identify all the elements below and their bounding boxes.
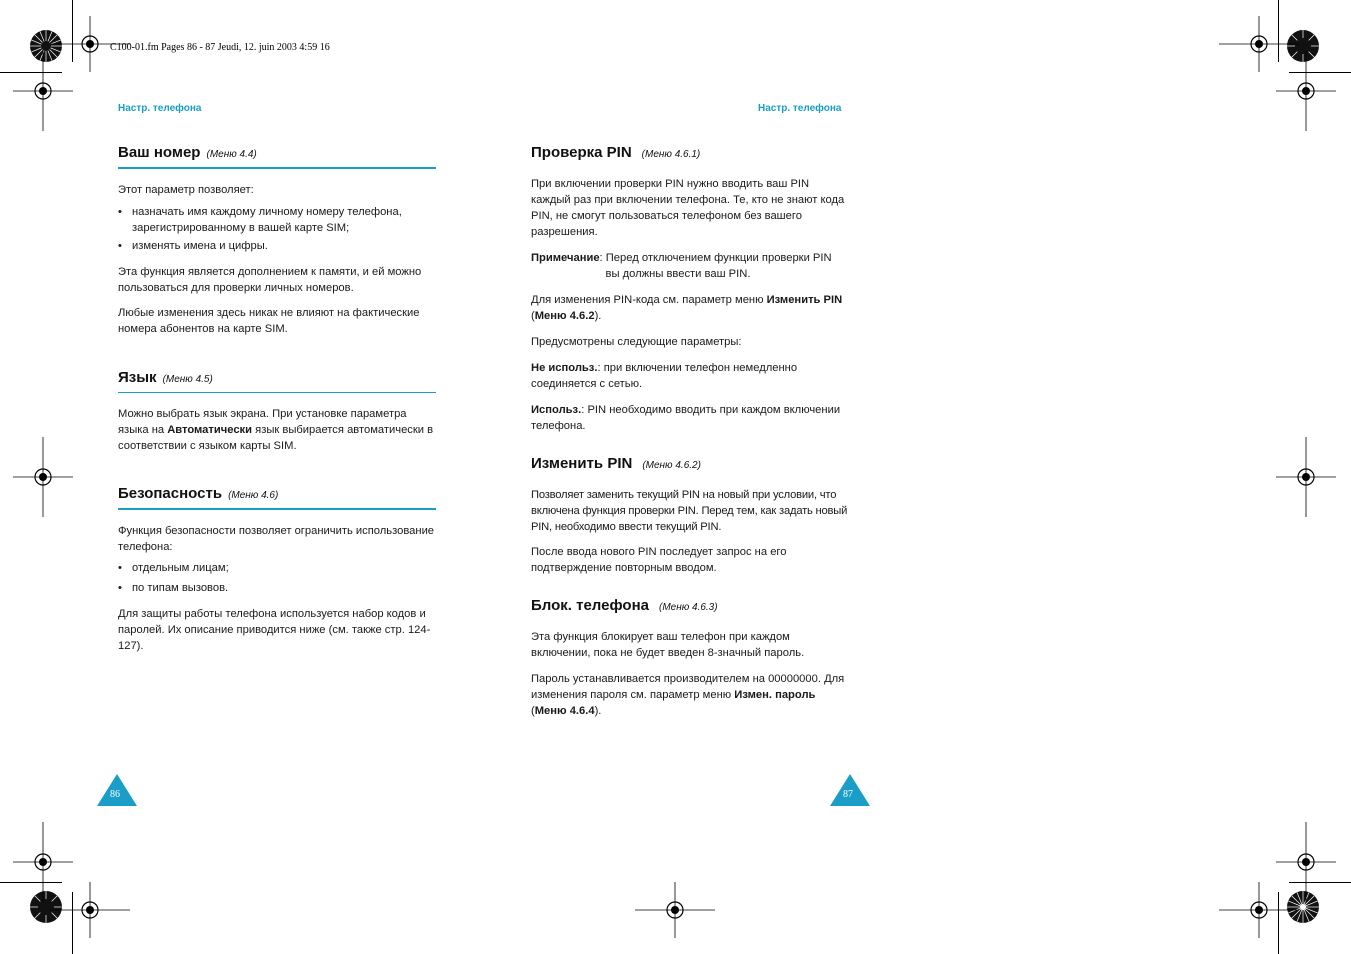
text-run: ).	[594, 705, 602, 717]
section-heading	[118, 145, 436, 163]
heading-rule	[118, 167, 436, 169]
note	[531, 250, 849, 282]
paragraph: После ввода нового PIN последует запрос на его подтверждение повторным вводом.	[531, 546, 787, 574]
file-info: C100-01.fm Pages 86 - 87 Jeudi, 12. juin 2003 4:59 16	[110, 42, 330, 53]
heading-text: Безопасность	[118, 485, 223, 502]
text-run: ).	[594, 310, 602, 322]
registration-mark	[1219, 882, 1299, 938]
bullet-item: • отдельным лицам;	[118, 560, 436, 576]
paragraph: Предусмотрены следующие параметры:	[531, 336, 742, 348]
text-run: (	[531, 705, 535, 717]
menu-ref: (Меню 4.6)	[228, 490, 279, 501]
section-heading	[531, 145, 849, 163]
registration-mark	[635, 882, 715, 938]
heading-rule	[118, 392, 436, 394]
bold-term: Измен. пароль	[734, 689, 816, 701]
menu-ref: (Меню 4.4)	[206, 149, 257, 160]
bold-term: Меню 4.6.4	[534, 705, 595, 717]
text-run: Пароль устанавливается производителем на 00000000. Для изменения пароля см. параметр меню	[531, 673, 845, 701]
section-change-pin	[531, 456, 849, 576]
registration-mark	[13, 437, 73, 517]
heading-text: Ваш номер	[118, 144, 201, 161]
heading-text: Проверка PIN	[531, 144, 632, 161]
paragraph	[118, 406, 436, 454]
registration-mark	[13, 51, 73, 131]
bold-term: Автоматически	[167, 424, 253, 436]
paragraph	[531, 292, 849, 324]
running-header-left: Настр. телефона	[118, 103, 202, 114]
left-column	[118, 145, 436, 654]
text-run: : PIN необходимо вводить при каждом включении телефона.	[531, 404, 841, 432]
section-pin-check	[531, 145, 849, 434]
text-run: (	[531, 310, 535, 322]
registration-mark	[50, 882, 130, 938]
bullet-item: • назначать имя каждому личному номеру телефона, зарегистрированному в вашей карте SIM;	[118, 204, 436, 236]
paragraph: Функция безопасности позволяет ограничить использование телефона:	[118, 524, 435, 553]
heading-rule	[118, 508, 436, 510]
paragraph	[531, 671, 849, 719]
bold-term: Не использ.	[531, 362, 598, 374]
menu-ref: (Меню 4.6.1)	[641, 149, 701, 160]
option-used	[531, 402, 849, 434]
bold-term: Использ.	[531, 404, 582, 416]
section-language	[118, 370, 436, 455]
text-run: язык выбирается автоматически в соответствии с языком карты SIM.	[118, 424, 434, 452]
menu-ref: (Меню 4.6.3)	[658, 602, 718, 613]
page-number-right: 87	[843, 789, 853, 800]
paragraph: При включении проверки PIN нужно вводить ваш PIN каждый раз при включении телефона. Те, кто не знают кода PIN, не смогут пользоваться телефоном без вашего разрешения.	[531, 178, 845, 238]
menu-ref: (Меню 4.6.2)	[642, 460, 701, 471]
section-heading	[118, 370, 436, 388]
right-column	[531, 145, 849, 719]
section-security	[118, 486, 436, 654]
note-label: Примечание	[531, 252, 600, 264]
section-heading	[531, 456, 849, 474]
bold-term: Изменить PIN	[766, 294, 843, 306]
menu-ref: (Меню 4.5)	[162, 373, 213, 385]
paragraph: Эта функция блокирует ваш телефон при каждом включении, пока не будет введен 8-значный пароль.	[531, 631, 805, 659]
text-run: : при включении телефон немедленно соединяется с сетью.	[531, 362, 798, 390]
paragraph: Для защиты работы телефона используется набор кодов и паролей. Их описание приводится ниже (см. также стр. 124-127).	[118, 607, 431, 652]
section-your-number	[118, 145, 436, 337]
registration-mark	[1276, 51, 1336, 131]
text-run: Можно выбрать язык экрана. При установке параметра языка на	[118, 408, 407, 436]
text-run: Для изменения PIN-кода см. параметр меню	[531, 294, 767, 306]
section-phone-lock	[531, 598, 849, 719]
paragraph: Этот параметр позволяет:	[118, 183, 254, 196]
registration-mark	[1276, 437, 1336, 517]
heading-text: Изменить PIN	[531, 455, 633, 472]
bold-term: Меню 4.6.2	[534, 310, 595, 322]
paragraph: Позволяет заменить текущий PIN на новый при условии, что включена функция проверки PIN. Перед тем, как задать новый PIN, необходимо ввести текущий PIN.	[531, 489, 848, 533]
section-heading	[531, 598, 849, 616]
option-not-used	[531, 360, 849, 392]
paragraph: Эта функция является дополнением к памяти, и ей можно пользоваться для проверки личных номеров.	[118, 265, 422, 294]
bullet-item: • изменять имена и цифры.	[118, 238, 436, 254]
page-number-left: 86	[110, 789, 120, 800]
bullet-item: • по типам вызовов.	[118, 580, 436, 596]
paragraph: Любые изменения здесь никак не влияют на фактические номера абонентов на карте SIM.	[118, 306, 420, 335]
running-header-right: Настр. телефона	[758, 103, 842, 114]
section-heading	[118, 486, 436, 504]
heading-text: Язык	[118, 368, 157, 386]
note-text: : Перед отключением функции проверки PIN вы должны ввести ваш PIN.	[599, 252, 832, 280]
heading-text: Блок. телефона	[531, 597, 649, 614]
